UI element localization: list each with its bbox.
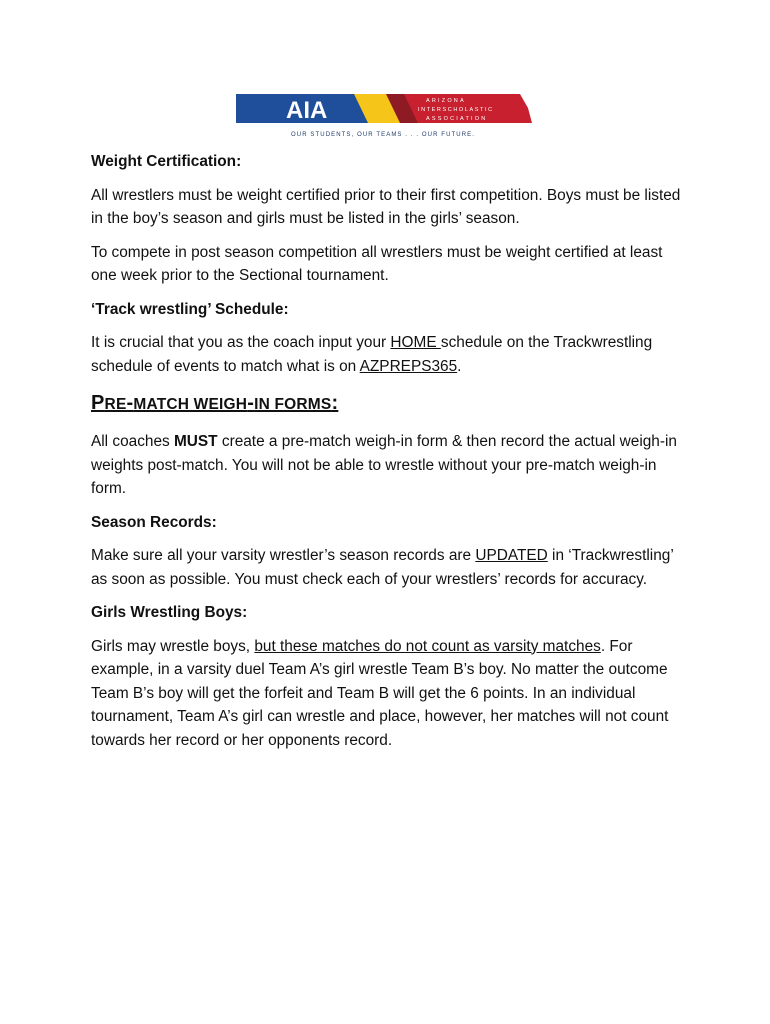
prematch-heading-dash-2: -: [247, 392, 255, 414]
track-text-2: schedule on the Trackwrestling schedule of events to match what is on: [91, 334, 653, 375]
prematch-heading: [91, 388, 691, 420]
track-text-3: .: [457, 357, 462, 375]
prematch-must: MUST: [173, 433, 218, 450]
logo-line2: INTERSCHOLASTIC: [418, 107, 494, 113]
prematch-heading-part-2: MATCH WEIGH: [133, 396, 248, 413]
weight-cert-paragraph-2: To compete in post season competition all wrestlers must be weight certified at least one week prior to the Sectional tournament.: [91, 243, 663, 284]
weight-cert-paragraph-1: All wrestlers must be weight certified prior to their first competition. Boys must be listed in the boy’s season and girls must be listed in the girls’ season.: [91, 186, 681, 227]
home-link[interactable]: HOME: [390, 334, 441, 351]
prematch-heading-initial: P: [91, 392, 105, 414]
track-heading: ‘Track wrestling’ Schedule:: [91, 300, 289, 318]
season-text-1: Make sure all your varsity wrestler’s season records are: [91, 547, 476, 564]
prematch-heading-part-3: IN FORMS: [254, 396, 332, 413]
prematch-heading-part-1: RE: [104, 396, 127, 413]
track-paragraph: [91, 331, 691, 378]
weight-cert-heading: Weight Certification:: [91, 153, 242, 170]
season-updated: UPDATED: [475, 547, 548, 564]
girls-heading: Girls Wrestling Boys:: [91, 604, 248, 621]
girls-text-1: Girls may wrestle boys,: [91, 637, 255, 655]
prematch-text-1: All coaches: [91, 433, 174, 450]
prematch-text-2: create a pre-match weigh-in form & then record the actual weigh-in weights post-match. You will not be able to wrestle without your pre-match weigh-in form.: [91, 433, 677, 497]
girls-text-2: . For example, in a varsity duel Team A’s girl wrestle Team B’s boy. No matter the outcome Team B’s boy will get the forfeit and Team B will get the 6 points. In an individual tournament, Team A’s girl can wrestle and place, however, her matches will not count towards her record or her opponents record.: [91, 637, 669, 749]
season-text-2: in ‘Trackwrestling’ as soon as possible. You must check each of your wrestlers’ records for accuracy.: [91, 547, 674, 588]
azpreps365-link[interactable]: AZPREPS365: [359, 357, 458, 375]
season-paragraph: [91, 544, 691, 591]
girls-paragraph: [91, 635, 691, 753]
girls-underlined: but these matches do not count as varsity matches: [254, 637, 601, 655]
track-text-1: It is crucial that you as the coach input your: [91, 334, 391, 351]
aia-logo: [236, 92, 534, 140]
document-body: [91, 150, 691, 762]
prematch-heading-dash-1: -: [126, 392, 134, 414]
logo-line3: ASSOCIATION: [426, 116, 488, 122]
season-heading: Season Records:: [91, 513, 217, 531]
logo-abbr: AIA: [286, 97, 328, 124]
logo-tagline: OUR STUDENTS, OUR TEAMS . . . OUR FUTURE.: [291, 132, 475, 138]
prematch-heading-colon: :: [331, 392, 339, 414]
prematch-paragraph: [91, 430, 691, 501]
logo-line1: ARIZONA: [426, 98, 466, 104]
